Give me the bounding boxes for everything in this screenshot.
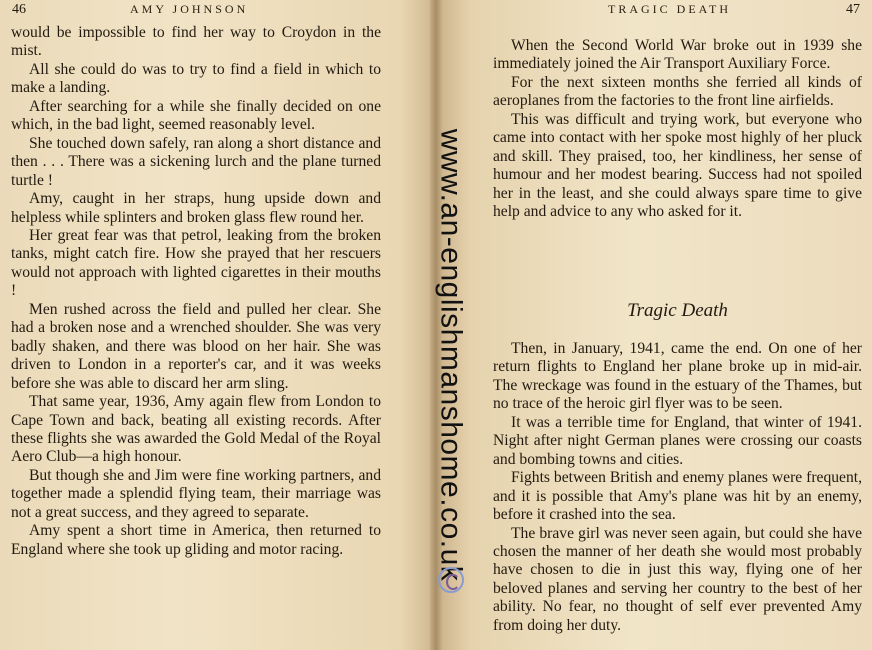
left-running-head: AMY JOHNSON: [130, 2, 249, 16]
chapter-title: Tragic Death: [627, 300, 728, 321]
paragraph: This was difficult and trying work, but everyone who came into contact with her spoke most highly of her pluck and skill. They praised, too, her kindliness, her sense of humour and her modest bearing. Success had not spoiled her in the least, and she could always spare time to give help and advice to any who asked for it.: [493, 110, 862, 221]
site-logo-icon: [438, 567, 464, 593]
paragraph: It was a terrible time for England, that winter of 1941. Night after night German planes were crossing our coasts and bombing towns and cities.: [493, 413, 862, 468]
paragraph: That same year, 1936, Amy again flew from London to Cape Town and back, beating all existing records. After these flights she was awarded the Gold Medal of the Royal Aero Club—a high honour.: [11, 393, 381, 466]
paragraph: But though she and Jim were fine working partners, and together made a splendid flying team, their marriage was not a great success, and they agreed to separate.: [11, 466, 381, 521]
paragraph: Amy, caught in her straps, hung upside down and helpless while splinters and broken glass flew round her.: [11, 190, 381, 226]
right-page-body-top: [493, 37, 862, 222]
watermark: [420, 115, 480, 595]
paragraph: The brave girl was never seen again, but could she have chosen the manner of her death she would most probably have chosen to die in just this way, flying one of her beloved planes and serving her country to the best of her ability. No fear, no thought of self ever prevented Amy from doing her duty.: [493, 524, 862, 634]
right-running-head: TRAGIC DEATH: [608, 2, 731, 16]
watermark-text: www.an-englishmanshome.co.uk: [434, 128, 468, 582]
paragraph: She touched down safely, ran along a short distance and then . . . There was a sickening lurch and the plane turned turtle !: [11, 134, 381, 189]
paragraph: would be impossible to find her way to Croydon in the mist.: [11, 24, 381, 60]
paragraph: When the Second World War broke out in 1939 she immediately joined the Air Transport Auxiliary Force.: [493, 37, 862, 73]
left-page-body: [11, 24, 381, 559]
right-page-body-bottom: [493, 340, 862, 635]
paragraph: Fights between British and enemy planes were frequent, and it is possible that Amy's plane was hit by an enemy, before it crashed into the sea.: [493, 469, 862, 524]
right-page-number: 47: [846, 2, 860, 17]
paragraph: All she could do was to try to find a field in which to make a landing.: [11, 60, 381, 97]
paragraph: For the next sixteen months she ferried all kinds of aeroplanes from the factories to the front line airfields.: [493, 73, 862, 110]
paragraph: Then, in January, 1941, came the end. On one of her return flights to England her plane broke up in mid-air. The wreckage was found in the estuary of the Thames, but no trace of the heroic girl flyer was to be seen.: [493, 340, 862, 413]
paragraph: Men rushed across the field and pulled her clear. She had a broken nose and a wrenched shoulder. She was very badly shaken, and there was blood on her hair. She was driven to London in a reporter's car, and it was weeks before she was able to discard her arm sling.: [11, 300, 381, 392]
paragraph: After searching for a while she finally decided on one which, in the bad light, seemed reasonably level.: [11, 97, 381, 134]
left-page-number: 46: [12, 2, 26, 17]
paragraph: Her great fear was that petrol, leaking from the broken tanks, might catch fire. How she prayed that her rescuers would not approach with lighted cigarettes in their mouths !: [11, 226, 381, 300]
paragraph: Amy spent a short time in America, then returned to England where she took up gliding and motor racing.: [11, 522, 381, 558]
